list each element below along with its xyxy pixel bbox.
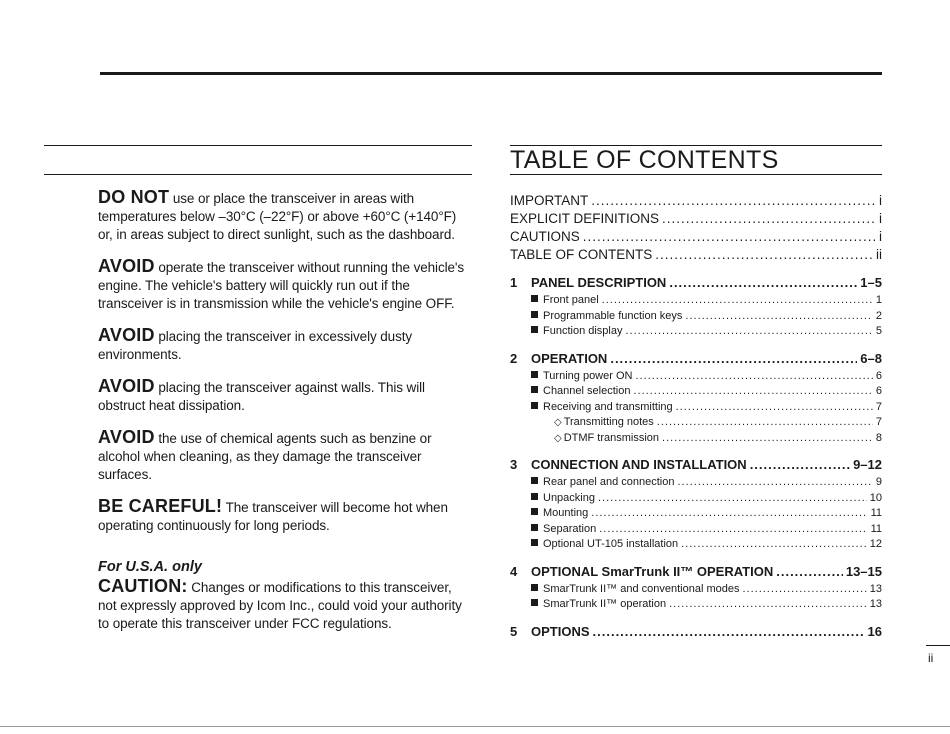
leader-dots <box>742 583 866 595</box>
toc-item-label: Unpacking <box>543 491 595 504</box>
toc-section-1 <box>510 275 882 341</box>
toc-section-heading[interactable] <box>510 457 882 476</box>
toc-section-heading[interactable] <box>510 351 882 370</box>
precaution-avoid-engine <box>98 257 472 313</box>
square-bullet-icon <box>531 508 538 515</box>
usa-heading: For U.S.A. only <box>98 559 202 575</box>
toc-item-label: SmarTrunk II™ operation <box>543 598 667 610</box>
section-pages: 1–5 <box>860 275 882 290</box>
precaution-text: use or place the transceiver in areas with temperatures below –30°C (–22°F) or above +60°C (+140°F) or, in areas subject to direct sunlight, such as the dashboard. <box>98 191 457 242</box>
section-pages: 6–8 <box>860 350 882 366</box>
precaution-keyword: BE CAREFUL! <box>98 496 223 516</box>
toc-item-page: 10 <box>869 491 882 504</box>
precaution-keyword: DO NOT <box>98 187 170 207</box>
square-bullet-icon <box>531 326 538 333</box>
section-number: 5 <box>510 623 518 639</box>
precaution-avoid-dust <box>98 326 472 364</box>
toc-item-page: 1 <box>875 294 882 306</box>
precaution-avoid-walls <box>98 377 472 415</box>
toc-item-page: 9 <box>875 476 882 488</box>
section-title: OPTIONAL SmarTrunk II™ OPERATION <box>531 563 774 579</box>
square-bullet-icon <box>531 493 538 500</box>
top-rule <box>100 72 882 75</box>
page-number-rule <box>926 645 950 646</box>
toc-item-label: Channel selection <box>543 385 631 397</box>
precaution-keyword: AVOID <box>98 256 155 276</box>
precaution-do-not <box>98 188 472 244</box>
toc-item[interactable] <box>531 492 882 508</box>
square-bullet-icon <box>531 584 538 591</box>
precaution-keyword: AVOID <box>98 325 155 345</box>
toc-entry[interactable] <box>510 247 882 265</box>
toc-item-page: 5 <box>875 325 882 337</box>
toc-item[interactable] <box>531 401 882 417</box>
section-pages: 16 <box>867 623 882 639</box>
toc-item-label: Programmable function keys <box>543 309 683 322</box>
section-number: 3 <box>510 457 518 472</box>
toc-item[interactable] <box>531 598 882 614</box>
precaution-be-careful <box>98 497 472 535</box>
toc-item-page: 12 <box>869 538 882 550</box>
toc-item-label: SmarTrunk II™ and conventional modes <box>543 582 740 595</box>
toc-item-page: 2 <box>875 309 882 322</box>
section-number: 2 <box>510 350 518 366</box>
toc-item-page: 11 <box>870 507 882 519</box>
leader-dots <box>610 351 857 366</box>
left-section-rule-lower <box>44 174 472 175</box>
toc-section-2 <box>510 351 882 448</box>
toc-item-label: Turning power ON <box>543 369 633 382</box>
toc-item-label: Rear panel and connection <box>543 476 675 488</box>
square-bullet-icon <box>531 539 538 546</box>
leader-dots <box>591 507 867 519</box>
toc-item-page: 6 <box>875 369 882 382</box>
leader-dots <box>598 492 867 504</box>
toc-section-3 <box>510 457 882 554</box>
toc-item-label: Optional UT-105 installation <box>543 538 679 550</box>
square-bullet-icon <box>531 311 538 318</box>
leader-dots <box>633 385 872 397</box>
caution-keyword: CAUTION: <box>98 576 188 596</box>
leader-dots <box>657 416 873 428</box>
square-bullet-icon <box>531 371 538 378</box>
toc-item[interactable] <box>531 325 882 341</box>
toc-item-page: 13 <box>869 582 882 595</box>
toc-item[interactable] <box>531 294 882 310</box>
toc-item-label: Front panel <box>543 294 599 306</box>
toc-item[interactable] <box>531 507 882 523</box>
toc-subitem-label: DTMF transmission <box>563 431 660 444</box>
section-number: 4 <box>510 563 518 579</box>
toc-entry-page: i <box>879 211 882 226</box>
diamond-bullet-icon: ◇ <box>554 432 562 444</box>
section-pages: 9–12 <box>853 457 882 472</box>
leader-dots <box>591 193 876 208</box>
leader-dots <box>593 624 865 639</box>
toc-item[interactable] <box>531 523 882 539</box>
square-bullet-icon <box>531 402 538 409</box>
toc-entry[interactable] <box>510 211 882 229</box>
toc-item-page: 11 <box>870 522 882 535</box>
leader-dots <box>626 325 873 337</box>
square-bullet-icon <box>531 295 538 302</box>
precaution-keyword: AVOID <box>98 376 155 396</box>
toc-subitem[interactable] <box>554 416 882 432</box>
toc-item-page: 6 <box>875 385 882 397</box>
toc-item[interactable] <box>531 476 882 492</box>
leader-dots <box>681 538 867 550</box>
precaution-text: placing the transceiver against walls. This will obstruct heat dissipation. <box>98 380 425 413</box>
toc-item-label: Receiving and transmitting <box>543 400 673 413</box>
toc-entry-page: i <box>879 193 882 208</box>
section-title: PANEL DESCRIPTION <box>531 275 667 290</box>
leader-dots <box>599 523 867 535</box>
toc-entry-label: CAUTIONS <box>510 229 580 244</box>
toc-item[interactable] <box>531 310 882 326</box>
leader-dots <box>602 294 873 306</box>
toc-subitem-label: Transmitting notes <box>563 416 654 428</box>
toc-entry-label: IMPORTANT <box>510 193 589 208</box>
leader-dots <box>583 229 876 244</box>
toc-item[interactable] <box>531 370 882 386</box>
toc-subitem-page: 8 <box>875 431 882 444</box>
leader-dots <box>750 457 850 472</box>
square-bullet-icon <box>531 386 538 393</box>
leader-dots <box>635 370 872 382</box>
precaution-text: operate the transceiver without running the vehicle's engine. The vehicle's battery will quickly run out if the transceiver is in transmission while the vehicle's engine OFF. <box>98 260 465 311</box>
precaution-keyword: AVOID <box>98 427 155 447</box>
toc-item-label: Mounting <box>543 507 589 519</box>
toc-list <box>510 193 882 643</box>
precaution-text: the use of chemical agents such as benzine or alcohol when cleaning, as they damage the transceiver surfaces. <box>98 431 432 482</box>
precaution-text: The transceiver will become hot when operating continuously for long periods. <box>98 500 448 533</box>
caution-paragraph <box>98 577 472 633</box>
leader-dots <box>662 432 873 444</box>
toc-item-page: 13 <box>869 598 882 610</box>
toc-item-page: 7 <box>875 400 882 413</box>
leader-dots <box>676 401 873 413</box>
square-bullet-icon <box>531 477 538 484</box>
toc-section-heading[interactable] <box>510 275 882 294</box>
section-title: OPTIONS <box>531 623 590 639</box>
precaution-avoid-chemicals <box>98 428 472 484</box>
toc-entry-page: i <box>879 229 882 244</box>
leader-dots <box>655 247 873 262</box>
toc-section-4 <box>510 564 882 614</box>
leader-dots <box>669 275 857 290</box>
toc-entry-label: TABLE OF CONTENTS <box>510 247 653 262</box>
toc-entry-label: EXPLICIT DEFINITIONS <box>510 211 660 226</box>
leader-dots <box>776 564 843 579</box>
square-bullet-icon <box>531 524 538 531</box>
toc-item[interactable] <box>531 583 882 599</box>
toc-entry[interactable] <box>510 229 882 247</box>
toc-subitem[interactable] <box>554 432 882 448</box>
left-section-rule-upper <box>44 145 472 146</box>
toc-title: TABLE OF CONTENTS <box>510 146 779 174</box>
leader-dots <box>662 211 876 226</box>
section-title: OPERATION <box>531 350 608 366</box>
toc-item-label: Separation <box>543 522 597 535</box>
toc-section-5 <box>510 624 882 643</box>
section-pages: 13–15 <box>845 563 882 579</box>
toc-item-label: Function display <box>543 325 623 337</box>
toc-section-heading[interactable] <box>510 564 882 583</box>
caution-text: Changes or modifications to this transceiver, not expressly approved by Icom Inc., could void your authority to operate this transceiver under FCC regulations. <box>98 580 462 631</box>
bottom-rule <box>0 726 950 727</box>
toc-section-heading[interactable] <box>510 624 882 643</box>
precautions-column <box>98 188 472 646</box>
leader-dots <box>685 310 872 322</box>
toc-entry[interactable] <box>510 193 882 211</box>
square-bullet-icon <box>531 599 538 606</box>
toc-item[interactable] <box>531 538 882 554</box>
leader-dots <box>677 476 872 488</box>
precaution-text: placing the transceiver in excessively dusty environments. <box>98 329 413 362</box>
section-number: 1 <box>510 275 518 290</box>
page-number: ii <box>928 651 934 665</box>
toc-entry-page: ii <box>876 247 882 262</box>
section-title: CONNECTION AND INSTALLATION <box>531 457 747 472</box>
toc-subitem-page: 7 <box>875 416 882 428</box>
leader-dots <box>669 598 867 610</box>
toc-item[interactable] <box>531 385 882 401</box>
diamond-bullet-icon: ◇ <box>554 417 562 428</box>
